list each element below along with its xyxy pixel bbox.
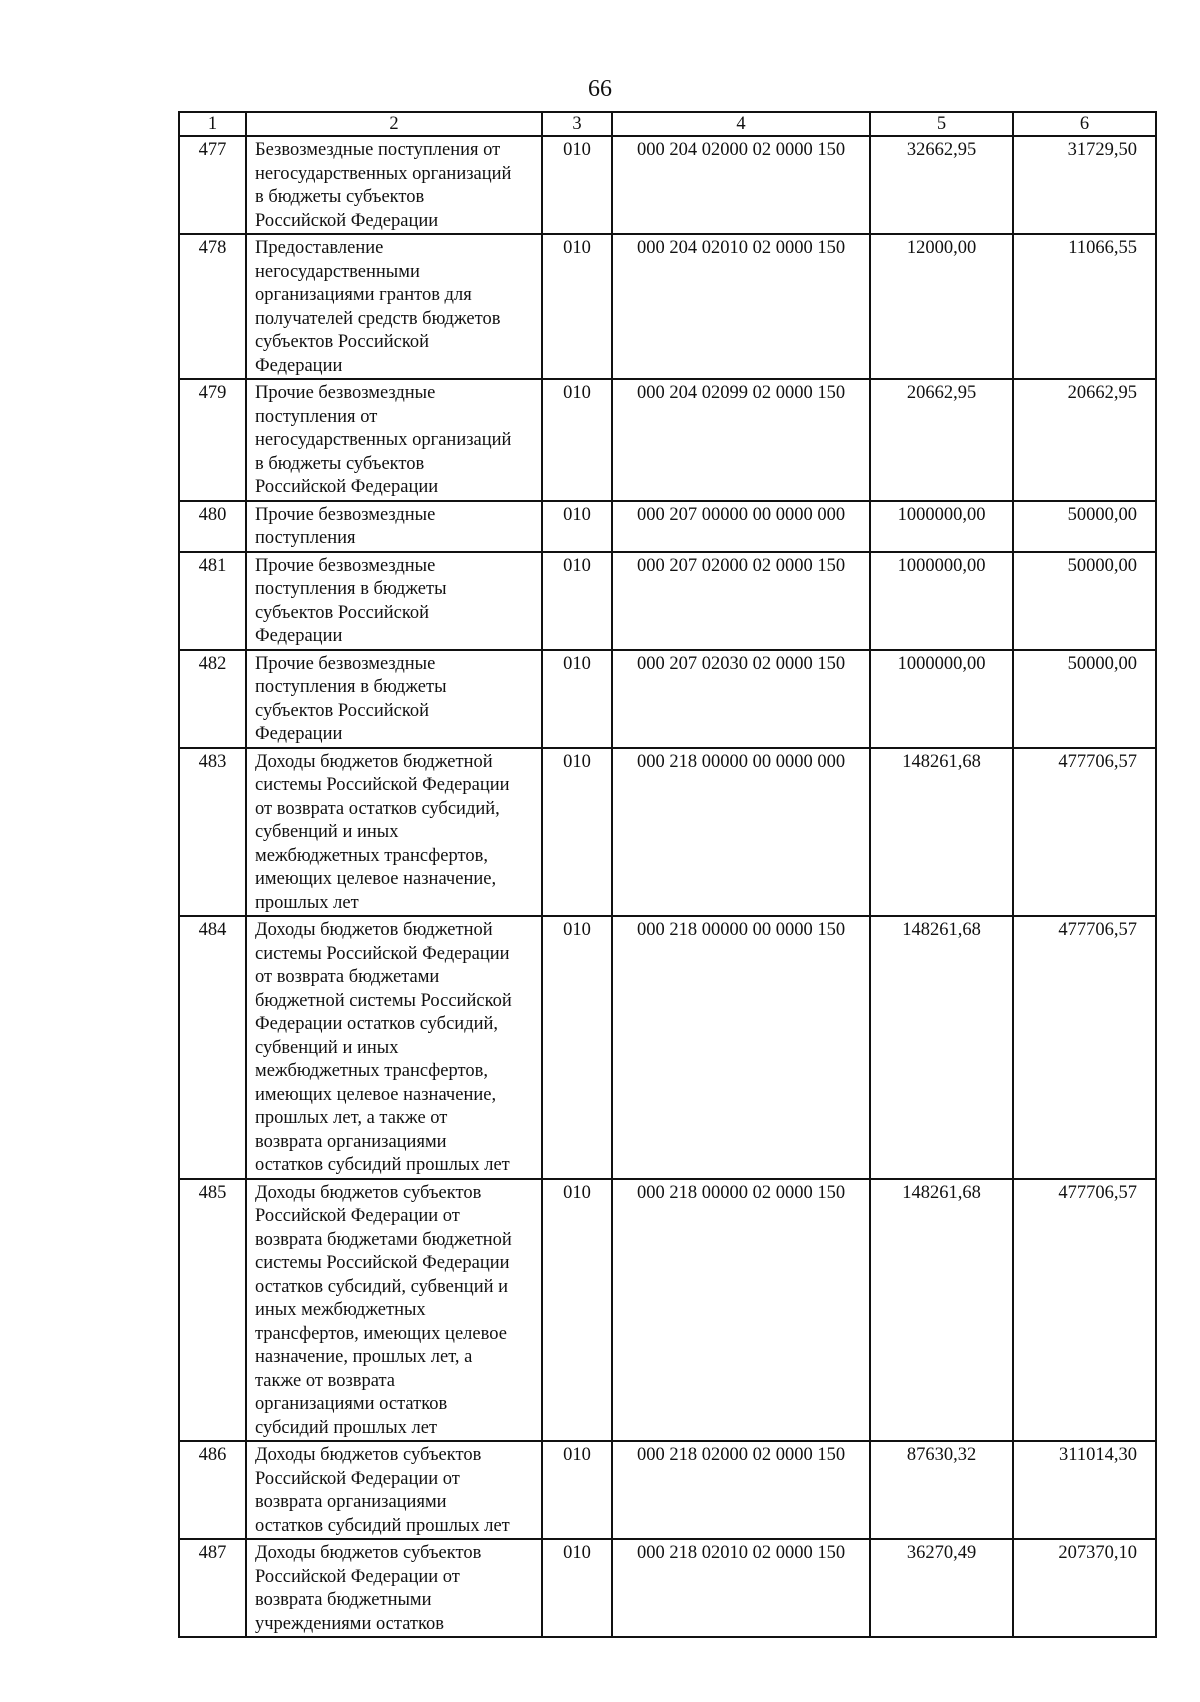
row-budget-code: 000 204 02000 02 0000 150 <box>612 136 870 234</box>
row-budget-code: 000 207 02030 02 0000 150 <box>612 650 870 748</box>
row-value-2: 20662,95 <box>1013 379 1156 501</box>
row-value-1: 12000,00 <box>870 234 1013 379</box>
row-number: 483 <box>179 748 246 917</box>
row-number: 482 <box>179 650 246 748</box>
row-value-2: 11066,55 <box>1013 234 1156 379</box>
row-value-2: 50000,00 <box>1013 650 1156 748</box>
row-number: 478 <box>179 234 246 379</box>
row-number: 481 <box>179 552 246 650</box>
row-budget-code: 000 207 00000 00 0000 000 <box>612 501 870 552</box>
row-name: Предоставление негосударственными организациями грантов для получателей средств бюджетов субъектов Российской Федерации <box>246 234 542 379</box>
row-value-1: 1000000,00 <box>870 650 1013 748</box>
row-budget-code: 000 207 02000 02 0000 150 <box>612 552 870 650</box>
table-row <box>179 501 1156 552</box>
row-name: Доходы бюджетов бюджетной системы Российской Федерации от возврата бюджетами бюджетной системы Российской Федерации остатков субсидий, субвенций и иных межбюджетных трансфертов, имеющих целевое назначение, прошлых лет, а также от возврата организациями остатков субсидий прошлых лет <box>246 916 542 1179</box>
row-number: 485 <box>179 1179 246 1442</box>
row-value-1: 20662,95 <box>870 379 1013 501</box>
row-name: Доходы бюджетов бюджетной системы Российской Федерации от возврата остатков субсидий, субвенций и иных межбюджетных трансфертов, имеющих целевое назначение, прошлых лет <box>246 748 542 917</box>
row-admin-code: 010 <box>542 1179 612 1442</box>
row-admin-code: 010 <box>542 501 612 552</box>
row-name: Прочие безвозмездные поступления <box>246 501 542 552</box>
row-admin-code: 010 <box>542 234 612 379</box>
table-row <box>179 650 1156 748</box>
row-value-2: 50000,00 <box>1013 552 1156 650</box>
row-budget-code: 000 218 00000 00 0000 000 <box>612 748 870 917</box>
row-value-1: 32662,95 <box>870 136 1013 234</box>
row-budget-code: 000 204 02099 02 0000 150 <box>612 379 870 501</box>
row-value-2: 50000,00 <box>1013 501 1156 552</box>
row-name: Прочие безвозмездные поступления в бюджеты субъектов Российской Федерации <box>246 552 542 650</box>
row-value-1: 148261,68 <box>870 916 1013 1179</box>
row-name: Прочие безвозмездные поступления в бюджеты субъектов Российской Федерации <box>246 650 542 748</box>
row-admin-code: 010 <box>542 1539 612 1637</box>
table-row <box>179 748 1156 917</box>
row-name: Доходы бюджетов субъектов Российской Федерации от возврата организациями остатков субсидий прошлых лет <box>246 1441 542 1539</box>
row-name: Доходы бюджетов субъектов Российской Федерации от возврата бюджетами бюджетной системы Российской Федерации остатков субсидий, субвенций и иных межбюджетных трансфертов, имеющих целевое назначение, прошлых лет, а также от возврата организациями остатков субсидий прошлых лет <box>246 1179 542 1442</box>
row-value-2: 477706,57 <box>1013 916 1156 1179</box>
table-row <box>179 1179 1156 1442</box>
row-admin-code: 010 <box>542 650 612 748</box>
row-value-2: 477706,57 <box>1013 1179 1156 1442</box>
table-row <box>179 234 1156 379</box>
row-value-1: 36270,49 <box>870 1539 1013 1637</box>
row-admin-code: 010 <box>542 916 612 1179</box>
row-value-2: 311014,30 <box>1013 1441 1156 1539</box>
table-row <box>179 1539 1156 1637</box>
row-number: 487 <box>179 1539 246 1637</box>
table-row <box>179 916 1156 1179</box>
row-value-1: 148261,68 <box>870 748 1013 917</box>
row-value-2: 477706,57 <box>1013 748 1156 917</box>
table-row <box>179 1441 1156 1539</box>
row-value-1: 87630,32 <box>870 1441 1013 1539</box>
row-number: 484 <box>179 916 246 1179</box>
row-admin-code: 010 <box>542 136 612 234</box>
header-col-5: 5 <box>870 112 1013 136</box>
row-value-2: 31729,50 <box>1013 136 1156 234</box>
row-budget-code: 000 218 00000 00 0000 150 <box>612 916 870 1179</box>
row-admin-code: 010 <box>542 552 612 650</box>
header-col-1: 1 <box>179 112 246 136</box>
header-col-4: 4 <box>612 112 870 136</box>
row-admin-code: 010 <box>542 1441 612 1539</box>
row-name: Безвозмездные поступления от негосударственных организаций в бюджеты субъектов Российской Федерации <box>246 136 542 234</box>
row-budget-code: 000 218 00000 02 0000 150 <box>612 1179 870 1442</box>
row-value-2: 207370,10 <box>1013 1539 1156 1637</box>
row-budget-code: 000 218 02010 02 0000 150 <box>612 1539 870 1637</box>
header-col-3: 3 <box>542 112 612 136</box>
row-value-1: 148261,68 <box>870 1179 1013 1442</box>
header-col-2: 2 <box>246 112 542 136</box>
row-value-1: 1000000,00 <box>870 552 1013 650</box>
row-number: 480 <box>179 501 246 552</box>
row-number: 486 <box>179 1441 246 1539</box>
row-budget-code: 000 204 02010 02 0000 150 <box>612 234 870 379</box>
row-value-1: 1000000,00 <box>870 501 1013 552</box>
table-row <box>179 379 1156 501</box>
page-number: 66 <box>588 76 612 102</box>
row-budget-code: 000 218 02000 02 0000 150 <box>612 1441 870 1539</box>
row-admin-code: 010 <box>542 748 612 917</box>
row-name: Доходы бюджетов субъектов Российской Федерации от возврата бюджетными учреждениями остатков <box>246 1539 542 1637</box>
header-col-6: 6 <box>1013 112 1156 136</box>
row-number: 479 <box>179 379 246 501</box>
row-number: 477 <box>179 136 246 234</box>
row-name: Прочие безвозмездные поступления от негосударственных организаций в бюджеты субъектов Российской Федерации <box>246 379 542 501</box>
header-row <box>179 112 1156 136</box>
table-row <box>179 136 1156 234</box>
table-row <box>179 552 1156 650</box>
row-admin-code: 010 <box>542 379 612 501</box>
budget-table <box>178 111 1157 1638</box>
